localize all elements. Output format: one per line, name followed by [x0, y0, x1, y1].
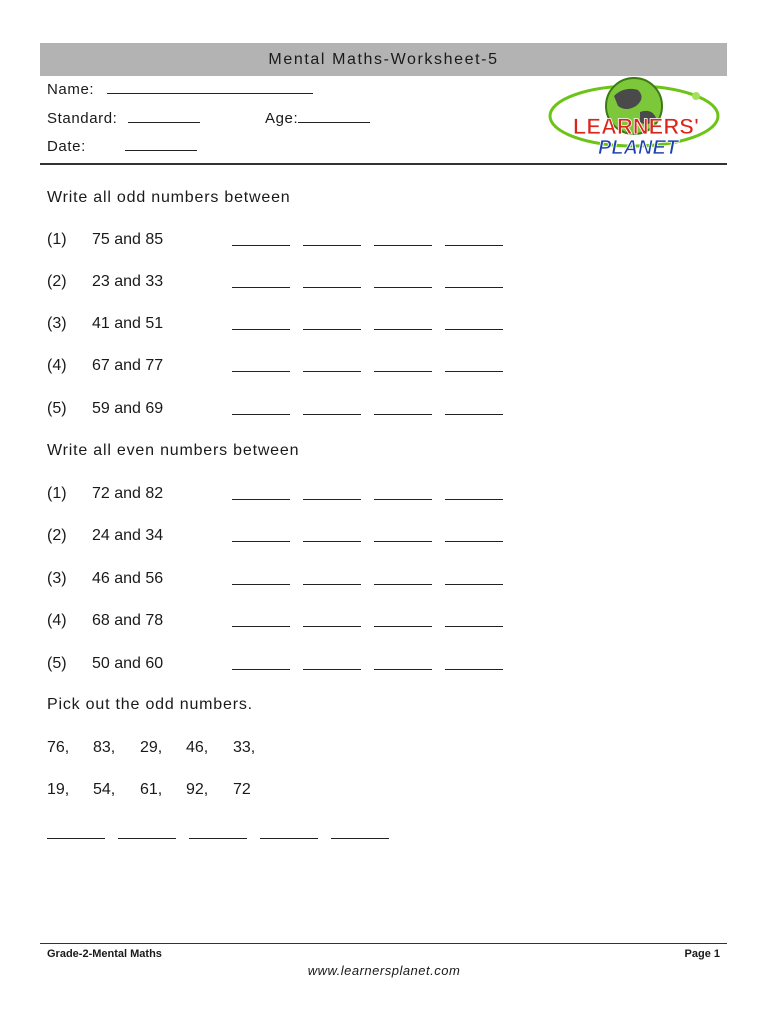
answer-blank[interactable] [445, 541, 503, 542]
even-section-heading: Write all even numbers between [47, 442, 300, 459]
question-text: 67 and 77 [92, 357, 164, 374]
answer-blank[interactable] [445, 584, 503, 585]
answer-blank[interactable] [303, 414, 361, 415]
question-text: 24 and 34 [92, 527, 164, 544]
answer-blank[interactable] [232, 584, 290, 585]
answer-blank[interactable] [232, 414, 290, 415]
pick-number: 54, [93, 781, 116, 798]
answer-blank[interactable] [232, 329, 290, 330]
pick-number: 61, [140, 781, 163, 798]
odd-section-heading: Write all odd numbers between [47, 189, 291, 206]
pick-number: 46, [186, 739, 209, 756]
answer-blank[interactable] [303, 329, 361, 330]
pick-answer-blank[interactable] [118, 838, 176, 839]
answer-blank[interactable] [374, 584, 432, 585]
answer-blank[interactable] [303, 626, 361, 627]
pick-number: 72 [233, 781, 251, 798]
logo-text-planet: PLANET [598, 137, 678, 159]
question-number: (1) [47, 231, 67, 248]
footer-website-link[interactable]: www.learnersplanet.com [307, 963, 461, 978]
pick-number: 19, [47, 781, 70, 798]
standard-blank[interactable] [128, 108, 200, 123]
answer-blank[interactable] [303, 584, 361, 585]
answer-blank[interactable] [445, 499, 503, 500]
question-number: (5) [47, 655, 67, 672]
header-divider [40, 163, 727, 165]
answer-blank[interactable] [303, 371, 361, 372]
question-text: 41 and 51 [92, 315, 164, 332]
answer-blank[interactable] [232, 287, 290, 288]
pick-answer-blank[interactable] [260, 838, 318, 839]
name-field [47, 79, 313, 98]
question-text: 50 and 60 [92, 655, 164, 672]
pick-section-heading: Pick out the odd numbers. [47, 696, 253, 713]
worksheet-title: Mental Maths-Worksheet-5 [40, 43, 727, 76]
question-number: (3) [47, 315, 67, 332]
question-number: (4) [47, 357, 67, 374]
answer-blank[interactable] [232, 669, 290, 670]
answer-blank[interactable] [374, 541, 432, 542]
question-text: 72 and 82 [92, 485, 164, 502]
learners-planet-logo [548, 76, 724, 162]
question-number: (2) [47, 273, 67, 290]
answer-blank[interactable] [374, 371, 432, 372]
question-number: (3) [47, 570, 67, 587]
answer-blank[interactable] [232, 626, 290, 627]
question-text: 46 and 56 [92, 570, 164, 587]
answer-blank[interactable] [232, 541, 290, 542]
pick-number: 29, [140, 739, 163, 756]
date-blank[interactable] [125, 136, 197, 151]
answer-blank[interactable] [445, 414, 503, 415]
question-text: 75 and 85 [92, 231, 164, 248]
footer-grade-label: Grade-2-Mental Maths [47, 948, 162, 960]
standard-label: Standard: [47, 110, 118, 127]
standard-field [47, 108, 200, 127]
name-blank[interactable] [107, 79, 313, 94]
question-number: (2) [47, 527, 67, 544]
age-field [265, 108, 370, 127]
answer-blank[interactable] [374, 499, 432, 500]
pick-number: 83, [93, 739, 116, 756]
answer-blank[interactable] [374, 245, 432, 246]
answer-blank[interactable] [374, 414, 432, 415]
logo-orbit-dot [692, 92, 700, 100]
footer-page-number: Page 1 [684, 948, 720, 960]
question-number: (4) [47, 612, 67, 629]
answer-blank[interactable] [445, 371, 503, 372]
question-number: (1) [47, 485, 67, 502]
answer-blank[interactable] [445, 669, 503, 670]
answer-blank[interactable] [374, 626, 432, 627]
pick-answer-blank[interactable] [189, 838, 247, 839]
question-text: 68 and 78 [92, 612, 164, 629]
answer-blank[interactable] [232, 499, 290, 500]
pick-answer-blank[interactable] [47, 838, 105, 839]
footer-divider [40, 943, 727, 944]
answer-blank[interactable] [374, 287, 432, 288]
pick-number: 92, [186, 781, 209, 798]
answer-blank[interactable] [303, 541, 361, 542]
pick-number: 33, [233, 739, 256, 756]
question-number: (5) [47, 400, 67, 417]
question-text: 59 and 69 [92, 400, 164, 417]
age-blank[interactable] [298, 108, 370, 123]
question-text: 23 and 33 [92, 273, 164, 290]
answer-blank[interactable] [445, 626, 503, 627]
logo-text-learners: LEARNERS' [572, 114, 700, 139]
date-label: Date: [47, 138, 86, 155]
date-field [47, 136, 197, 155]
age-label: Age: [265, 110, 299, 127]
answer-blank[interactable] [232, 371, 290, 372]
answer-blank[interactable] [232, 245, 290, 246]
answer-blank[interactable] [303, 499, 361, 500]
answer-blank[interactable] [374, 329, 432, 330]
answer-blank[interactable] [445, 287, 503, 288]
answer-blank[interactable] [303, 669, 361, 670]
pick-answer-blank[interactable] [331, 838, 389, 839]
answer-blank[interactable] [303, 287, 361, 288]
pick-number: 76, [47, 739, 70, 756]
answer-blank[interactable] [374, 669, 432, 670]
answer-blank[interactable] [445, 245, 503, 246]
answer-blank[interactable] [303, 245, 361, 246]
answer-blank[interactable] [445, 329, 503, 330]
name-label: Name: [47, 81, 95, 98]
